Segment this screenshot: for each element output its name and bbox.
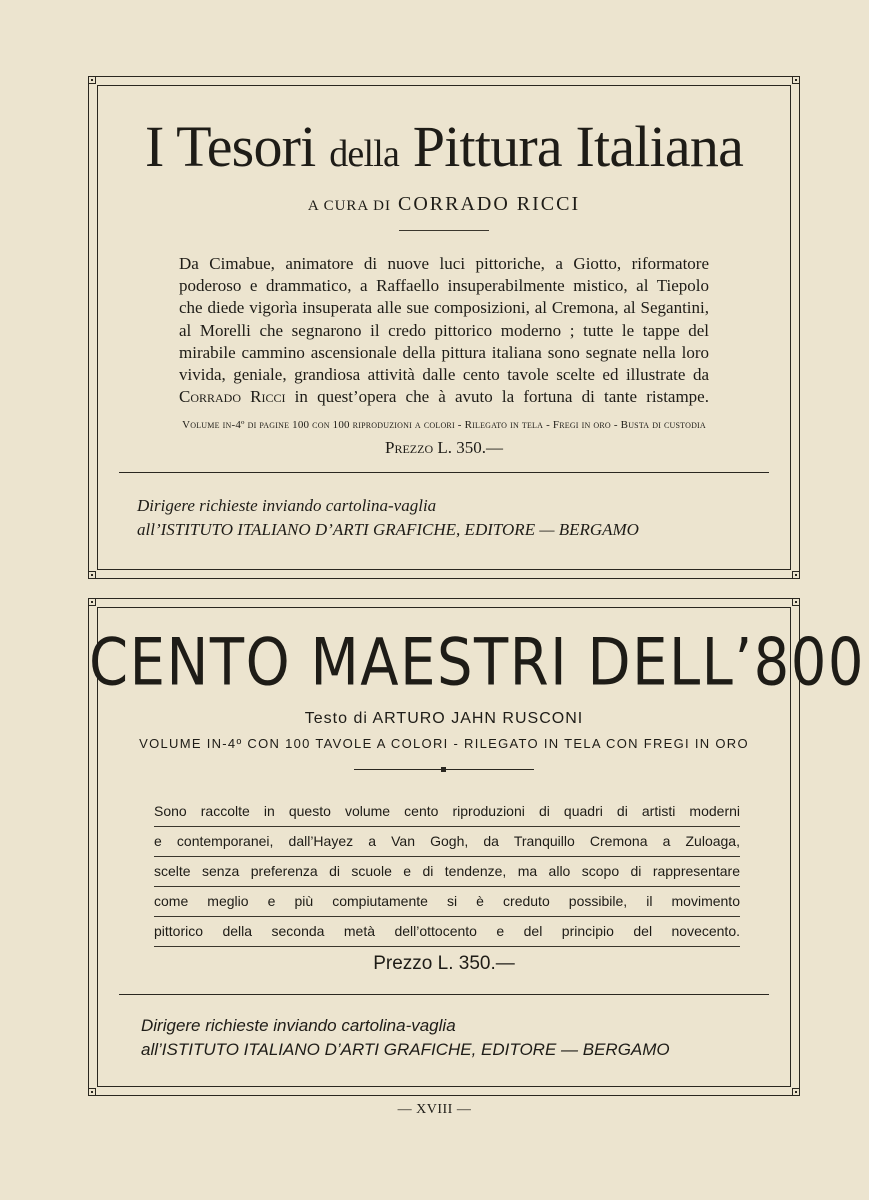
book-title bbox=[89, 115, 799, 186]
title-part-ittura: ittura bbox=[444, 114, 562, 179]
publisher-address: all’ISTITUTO ITALIANO D’ARTI GRAFICHE, EDITORE — BERGAMO bbox=[141, 1040, 670, 1059]
description-line: vivida, geniale, grandiosa attività dalle cento tavole scelte ed illustrate da bbox=[179, 365, 709, 385]
section-divider bbox=[119, 472, 769, 473]
description-line: mirabile cammino ascensionale della pittura italiana sono segnate nella loro bbox=[179, 342, 709, 362]
ornament-corner-top-left bbox=[88, 76, 96, 84]
book-title: CENTO MAESTRI DELL’800 bbox=[89, 625, 866, 701]
publisher-address: all’ISTITUTO ITALIANO D’ARTI GRAFICHE, EDITORE — BERGAMO bbox=[137, 520, 639, 539]
book-editor-line bbox=[89, 192, 799, 218]
book-author-line: Testo di ARTURO JAHN RUSCONI bbox=[304, 710, 584, 727]
title-divider bbox=[399, 230, 489, 231]
ordering-instruction: Dirigere richieste inviando cartolina-vaglia bbox=[137, 496, 437, 515]
description-line: Da Cimabue, animatore di nuove luci pittoriche, a Giotto, riformatore bbox=[179, 254, 709, 273]
book-specifications: Volume in-4º di pagine 100 con 100 riproduzioni a colori - Rilegato in tela - Fregi in oro - Busta di custodia bbox=[182, 419, 706, 431]
ordering-instruction: Dirigere richieste inviando cartolina-vaglia bbox=[141, 1016, 456, 1035]
title-part-esori: esori bbox=[206, 114, 316, 179]
ordering-information bbox=[141, 1014, 670, 1062]
top-advertisement-panel bbox=[88, 76, 800, 579]
ornament-corner-bottom-left bbox=[88, 571, 96, 579]
divider-square-icon bbox=[441, 767, 446, 772]
description-line: al Morelli che segnarono il credo pittorico moderno ; tutte le tappe del bbox=[179, 320, 709, 340]
editor-name: CORRADO RICCI bbox=[398, 193, 581, 215]
title-part-t: T bbox=[176, 114, 207, 179]
ornament-corner-bottom-right bbox=[792, 1088, 800, 1096]
title-part-taliana: taliana bbox=[594, 114, 744, 179]
description-line: come meglio e più compiutamente si è creduto possibile, il movimento bbox=[154, 887, 740, 917]
ordering-information bbox=[137, 494, 639, 542]
editor-prefix: A CURA DI bbox=[307, 198, 392, 214]
description-line: poderoso e drammatico, a Raffaello insuperabilmente mistico, al Tiepolo bbox=[179, 276, 709, 296]
book-description bbox=[154, 797, 740, 947]
ornament-corner-bottom-left bbox=[88, 1088, 96, 1096]
ornament-corner-top-left bbox=[88, 598, 96, 606]
book-price: Prezzo L. 350.— bbox=[373, 953, 515, 974]
title-part-i: I bbox=[144, 114, 164, 179]
page-number: — XVIII — bbox=[397, 1102, 472, 1117]
book-price: Prezzo L. 350.— bbox=[385, 438, 503, 457]
description-line: scelte senza preferenza di scuole e di tendenze, ma allo scopo di rappresentare bbox=[154, 857, 740, 887]
description-line: pittorico della seconda metà dell’ottocento e del principio del novecento. bbox=[154, 917, 740, 947]
description-line: e contemporanei, dall’Hayez a Van Gogh, da Tranquillo Cremona a Zuloaga, bbox=[154, 827, 740, 857]
ornament-corner-bottom-right bbox=[792, 571, 800, 579]
bottom-advertisement-panel bbox=[88, 598, 866, 1096]
description-author: Corrado Ricci bbox=[179, 387, 286, 407]
title-part-della: della bbox=[329, 133, 400, 175]
description-line: che diede vigorìa insuperata alle sue composizioni, al Cremona, al Segantini, bbox=[179, 298, 709, 318]
ornament-corner-top-right bbox=[792, 76, 800, 84]
description-line: Sono raccolte in questo volume cento riproduzioni di quadri di artisti moderni bbox=[154, 797, 740, 827]
description-last-line bbox=[179, 386, 709, 408]
section-divider bbox=[119, 994, 769, 995]
title-part-i-2: I bbox=[575, 114, 595, 179]
book-description bbox=[179, 253, 709, 408]
ornament-corner-top-right bbox=[792, 598, 800, 606]
title-part-p: P bbox=[412, 114, 445, 179]
description-last-text: in quest’opera che à avuto la fortuna di tante ristampe. bbox=[285, 387, 709, 407]
book-specifications: VOLUME IN-4º CON 100 TAVOLE A COLORI - RILEGATO IN TELA CON FREGI IN ORO bbox=[139, 736, 749, 751]
